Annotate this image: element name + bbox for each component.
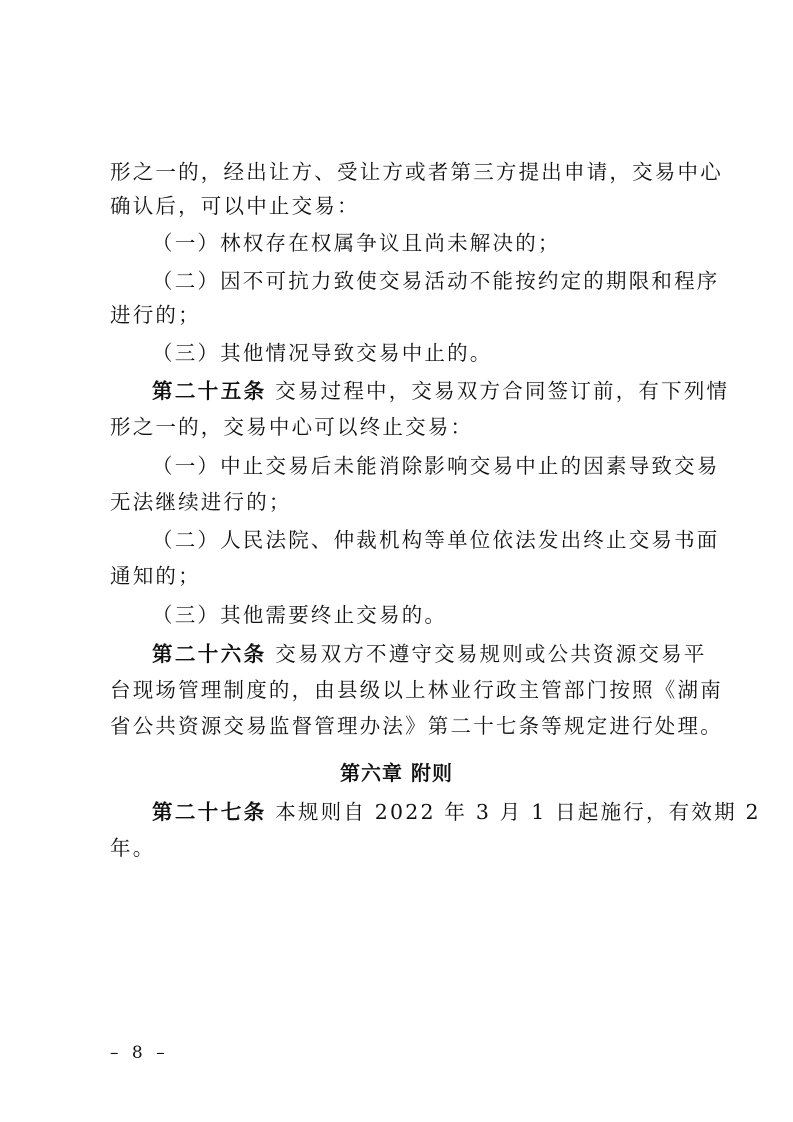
article-26-heading-line	[152, 639, 707, 669]
text-line: 无法继续进行的；	[110, 490, 292, 514]
article-title: 第二十七条	[152, 800, 267, 824]
list-item: （一）林权存在权属争议且尚未解决的；	[152, 231, 561, 255]
list-item: （二）因不可抗力致使交易活动不能按约定的期限和程序	[152, 269, 720, 293]
article-title: 第二十五条	[152, 379, 267, 403]
article-25-heading-line	[152, 376, 730, 406]
text-line: 进行的；	[110, 303, 201, 327]
article-text: 交易双方不遵守交易规则或公共资源交易平	[266, 642, 707, 666]
text-line: 形之一的，交易中心可以终止交易：	[110, 415, 474, 439]
article-text: 本规则自 2022 年 3 月 1 日起施行，有效期 2	[266, 800, 761, 824]
list-item: （二）人民法院、仲裁机构等单位依法发出终止交易书面	[152, 528, 720, 552]
text-line: 省公共资源交易监督管理办法》第二十七条等规定进行处理。	[110, 714, 723, 738]
list-item: （三）其他需要终止交易的。	[152, 603, 448, 627]
text-line: 年。	[110, 836, 156, 860]
chapter-heading: 第六章 附则	[340, 761, 453, 785]
text-line: 通知的；	[110, 564, 201, 588]
text-line: 形之一的，经出让方、受让方或者第三方提出申请，交易中心	[110, 160, 723, 184]
list-item: （一）中止交易后未能消除影响交易中止的因素导致交易	[152, 454, 720, 478]
list-item: （三）其他情况导致交易中止的。	[152, 341, 493, 365]
article-text: 交易过程中，交易双方合同签订前，有下列情	[266, 379, 730, 403]
article-title: 第二十六条	[152, 642, 267, 666]
text-line: 确认后，可以中止交易：	[110, 194, 360, 218]
article-27-heading-line	[152, 797, 761, 827]
text-line: 台现场管理制度的，由县级以上林业行政主管部门按照《湖南	[110, 678, 723, 702]
page-number: – 8 –	[110, 1043, 169, 1063]
